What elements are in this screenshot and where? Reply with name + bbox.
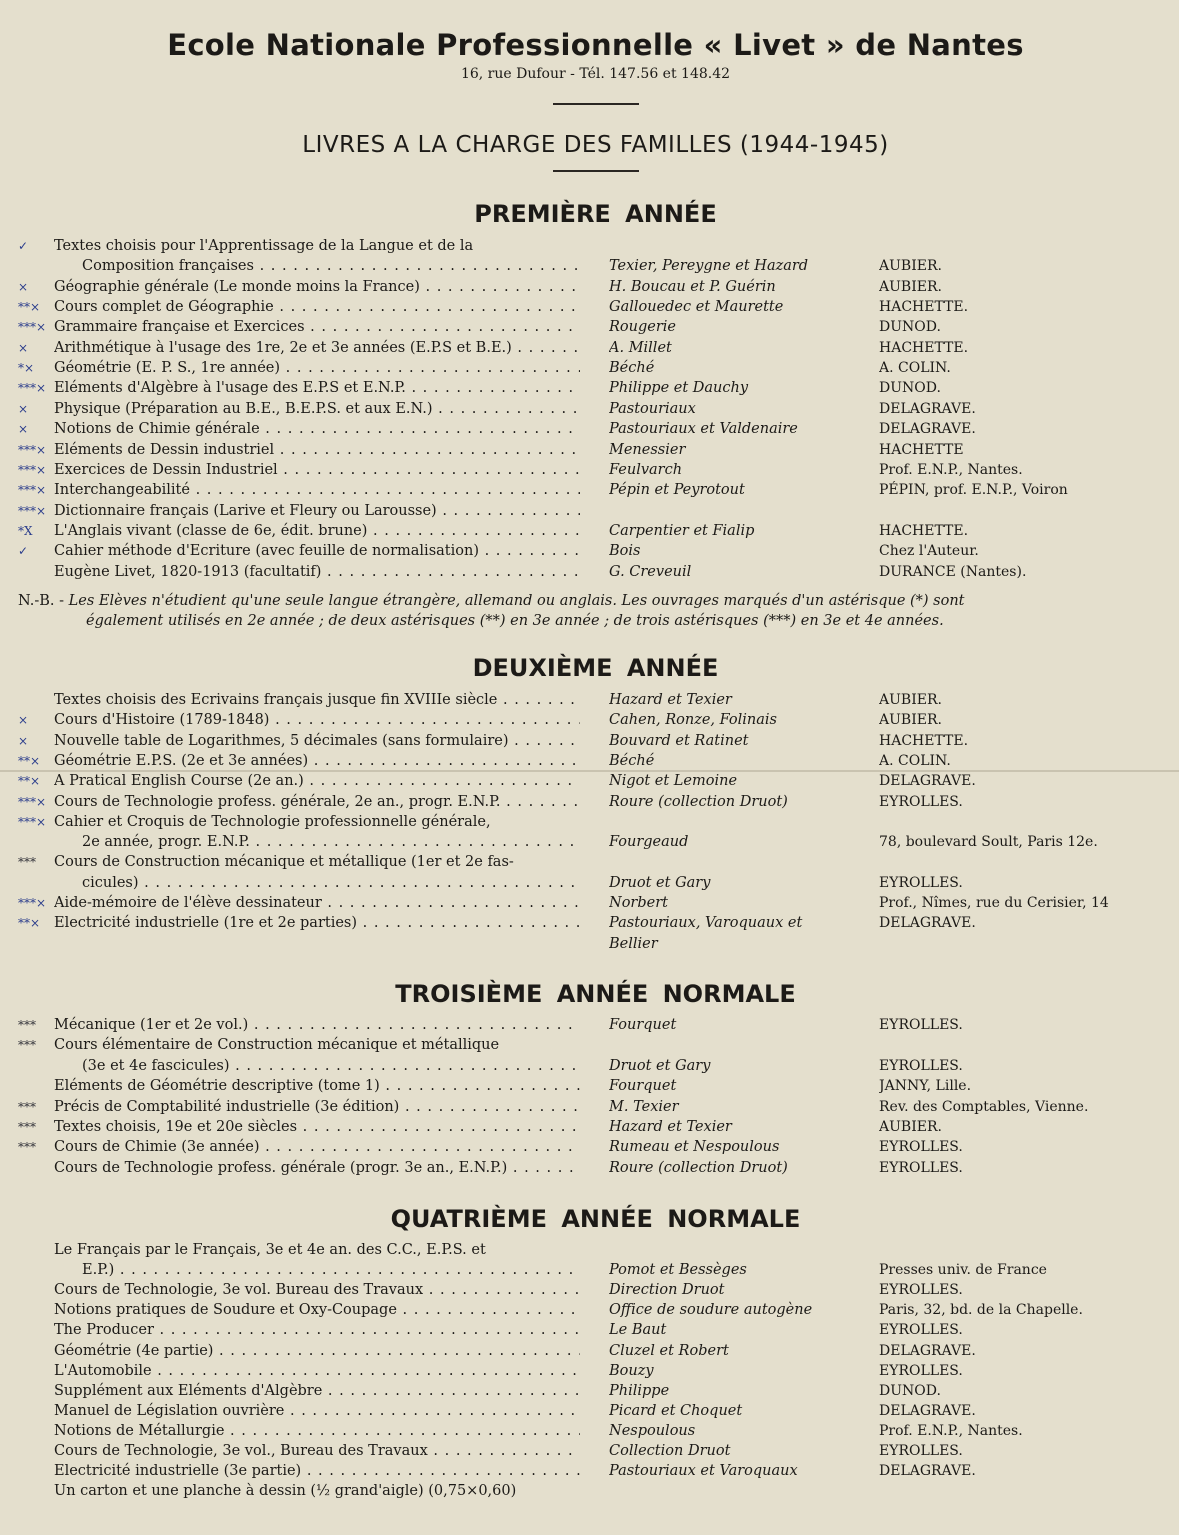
book-author: Carpentier et Fialip (609, 522, 755, 539)
annotation-mark: ***× (18, 503, 47, 518)
book-publisher: A. COLIN. (879, 360, 951, 377)
book-author: Hazard et Texier (609, 1119, 732, 1135)
book-row (0, 893, 1179, 913)
book-publisher: EYROLLES. (879, 1159, 963, 1176)
book-publisher: Presses univ. de France (879, 1262, 1047, 1279)
book-author: Pastouriaux et Valdenaire (609, 421, 798, 438)
heading-quatrieme: QUATRIÈME ANNÉE NORMALE (390, 1205, 801, 1233)
book-publisher: DUNOD. (879, 319, 941, 336)
book-publisher: AUBIER. (879, 692, 942, 708)
book-row (0, 1280, 1179, 1300)
annotation-mark: *X (18, 523, 33, 538)
book-publisher: EYROLLES. (879, 793, 963, 810)
book-publisher: HACHETTE. (879, 339, 969, 356)
annotation-mark: × (18, 422, 29, 437)
book-title: E.P.) . . . (82, 1260, 580, 1280)
book-publisher: DELAGRAVE. (879, 915, 976, 932)
book-title: Géométrie E.P.S. (2e et 3e années) . . . (54, 751, 580, 771)
book-row (0, 1076, 1179, 1096)
book-publisher: AUBIER. (879, 278, 942, 295)
book-title: Cours de Technologie, 3e vol. Bureau des Travaux . . . (54, 1280, 580, 1300)
book-title: Nouvelle table de Logarithmes, 5 décimales (sans formulaire) . . . (54, 731, 580, 751)
book-row (0, 1320, 1179, 1340)
book-title: Cours élémentaire de Construction mécanique et métallique (54, 1037, 500, 1054)
book-author: Pastouriaux et Varoquaux (609, 1463, 798, 1480)
book-author: M. Texier (609, 1098, 679, 1115)
book-title: Précis de Comptabilité industrielle (3e édition) . . . (54, 1097, 580, 1117)
book-row (0, 236, 1179, 256)
annotation-mark: ***× (18, 442, 47, 457)
heading-premiere: PREMIÈRE ANNÉE (474, 200, 717, 228)
book-author: Druot et Gary (609, 874, 711, 891)
book-author: Bellier (609, 935, 658, 952)
book-row (0, 297, 1179, 317)
book-author: Roure (collection Druot) (609, 1159, 788, 1176)
book-author: Béché (609, 360, 655, 377)
book-publisher: DELAGRAVE. (879, 421, 976, 438)
book-row (0, 378, 1179, 398)
book-publisher: AUBIER. (879, 712, 942, 729)
book-publisher: EYROLLES. (879, 1017, 963, 1033)
annotation-mark: × (18, 279, 29, 294)
book-row (0, 852, 1179, 872)
book-row (0, 1341, 1179, 1361)
book-publisher: EYROLLES. (879, 1282, 963, 1299)
nota-bene-lead: N.-B. - (18, 593, 65, 609)
book-author: Direction Druot (609, 1282, 725, 1299)
book-publisher: 78, boulevard Soult, Paris 12e. (879, 834, 1098, 851)
book-author: Collection Druot (609, 1443, 731, 1459)
book-title: Eléments de Dessin industriel . . . (54, 440, 580, 460)
book-author: Bouzy (609, 1362, 654, 1379)
heading-troisieme: TROISIÈME ANNÉE NORMALE (395, 980, 796, 1008)
school-name: Ecole Nationale Professionnelle « Livet » de Nantes (167, 28, 1024, 62)
divider (553, 170, 639, 172)
book-title: Cours de Technologie profess. générale, 2e an., progr. E.N.P. . . . (54, 792, 580, 812)
book-row (0, 710, 1179, 730)
book-publisher: HACHETTE. (879, 732, 969, 749)
book-author: Nespoulous (609, 1422, 696, 1439)
book-author: A. Millet (609, 339, 672, 356)
book-title: Textes choisis des Ecrivains français jusque fin XVIIIe siècle . . . (54, 690, 580, 710)
divider (553, 103, 639, 105)
book-row (0, 419, 1179, 439)
book-row (0, 399, 1179, 419)
book-publisher: DELAGRAVE. (879, 1463, 976, 1480)
book-row (0, 1461, 1179, 1481)
book-publisher: Prof. E.N.P., Nantes. (879, 1422, 1023, 1439)
annotation-mark: **× (18, 916, 41, 931)
book-title: cicules) . . . (82, 873, 580, 893)
book-row (0, 501, 1179, 521)
book-title: A Pratical English Course (2e an.) . . . (54, 771, 580, 791)
book-title: Mécanique (1er et 2e vol.) . . . (54, 1015, 580, 1035)
book-publisher: EYROLLES. (879, 1139, 963, 1156)
book-author: Bois (609, 543, 641, 560)
book-title: Cours de Construction mécanique et métallique (1er et 2e fas- (54, 854, 514, 871)
annotation-mark: ✓ (18, 239, 29, 253)
book-author: Le Baut (609, 1322, 667, 1339)
book-publisher: Prof. E.N.P., Nantes. (879, 461, 1023, 478)
book-row (0, 1240, 1179, 1260)
book-title: 2e année, progr. E.N.P. . . . (82, 832, 580, 852)
book-title: Géométrie (E. P. S., 1re année) . . . (54, 358, 580, 378)
book-author: Fourquet (609, 1017, 677, 1033)
book-author: Roure (collection Druot) (609, 793, 788, 810)
book-publisher: Paris, 32, bd. de la Chapelle. (879, 1302, 1083, 1319)
book-title: Eugène Livet, 1820-1913 (facultatif) . . . (54, 562, 580, 582)
book-row (0, 317, 1179, 337)
book-title: Supplément aux Eléments d'Algèbre . . . (54, 1381, 580, 1401)
book-title: Grammaire française et Exercices . . . (54, 317, 580, 337)
book-row (0, 771, 1179, 791)
book-title: Dictionnaire français (Larive et Fleury ou Larousse) . . . (54, 501, 580, 521)
book-author: Cluzel et Robert (609, 1342, 729, 1359)
book-row (0, 1300, 1179, 1320)
book-row (0, 562, 1179, 582)
book-row (0, 480, 1179, 500)
annotation-mark: ✓ (18, 544, 29, 559)
school-address: 16, rue Dufour - Tél. 147.56 et 148.42 (460, 66, 731, 82)
book-publisher: EYROLLES. (879, 1057, 963, 1074)
book-title: Textes choisis pour l'Apprentissage de la Langue et de la (54, 238, 474, 254)
book-row (0, 1481, 1179, 1501)
annotation-mark: *** (18, 1018, 36, 1032)
book-row (0, 1381, 1179, 1401)
book-row (0, 1361, 1179, 1381)
book-row (0, 256, 1179, 276)
book-author: Rumeau et Nespoulous (609, 1139, 780, 1156)
annotation-mark: **× (18, 753, 41, 768)
book-author: Pomot et Bessèges (609, 1262, 747, 1279)
book-publisher: DELAGRAVE. (879, 773, 976, 790)
book-author: Menessier (609, 441, 686, 458)
book-author: Fourgeaud (609, 834, 689, 851)
book-title: Interchangeabilité . . . (54, 480, 580, 500)
annotation-mark: **× (18, 300, 41, 315)
book-row (0, 934, 1179, 954)
book-author: Picard et Choquet (609, 1402, 743, 1419)
book-author: Pastouriaux, Varoquaux et (609, 915, 803, 932)
book-publisher: Rev. des Comptables, Vienne. (879, 1098, 1089, 1115)
book-title: Textes choisis, 19e et 20e siècles . . . (54, 1117, 580, 1137)
book-row (0, 1117, 1179, 1137)
book-row (0, 277, 1179, 297)
nota-bene (18, 591, 1158, 611)
book-title: Géométrie (4e partie) . . . (54, 1341, 580, 1361)
book-row (0, 1137, 1179, 1157)
book-publisher: DELAGRAVE. (879, 1402, 976, 1419)
book-row (0, 812, 1179, 832)
annotation-mark: ***× (18, 381, 47, 396)
book-publisher: HACHETTE (879, 441, 964, 458)
book-row (0, 1260, 1179, 1280)
annotation-mark: × (18, 713, 29, 728)
book-row (0, 751, 1179, 771)
annotation-mark: *** (18, 1140, 36, 1155)
book-publisher: Prof., Nîmes, rue du Cerisier, 14 (879, 895, 1109, 911)
book-row (0, 873, 1179, 893)
book-publisher: EYROLLES. (879, 874, 963, 891)
book-author: Druot et Gary (609, 1057, 711, 1074)
book-title: Eléments de Géométrie descriptive (tome 1) . . . (54, 1076, 580, 1096)
book-author: Fourquet (609, 1078, 677, 1095)
book-title: Physique (Préparation au B.E., B.E.P.S. et aux E.N.) . . . (54, 399, 580, 419)
book-row (0, 1097, 1179, 1117)
book-publisher: HACHETTE. (879, 299, 969, 316)
book-title: Cours de Technologie profess. générale (progr. 3e an., E.N.P.) . . . (54, 1158, 580, 1178)
book-title: Notions de Métallurgie . . . (54, 1421, 580, 1441)
book-row (0, 1015, 1179, 1035)
book-title: Cours de Chimie (3e année) . . . (54, 1137, 580, 1157)
book-publisher: HACHETTE. (879, 522, 969, 539)
document-title: LIVRES A LA CHARGE DES FAMILLES (1944-1945) (302, 132, 889, 158)
book-title: Notions pratiques de Soudure et Oxy-Coupage . . . (54, 1300, 580, 1320)
book-title: Cours d'Histoire (1789-1848) . . . (54, 710, 580, 730)
book-row (0, 440, 1179, 460)
book-title: (3e et 4e fascicules) . . . (82, 1056, 580, 1076)
book-row (0, 1035, 1179, 1055)
book-row (0, 731, 1179, 751)
book-publisher: DELAGRAVE. (879, 400, 976, 417)
book-row (0, 521, 1179, 541)
book-title: Manuel de Législation ouvrière . . . (54, 1401, 580, 1421)
book-row (0, 913, 1179, 933)
book-author: H. Boucau et P. Guérin (609, 278, 776, 295)
book-publisher: EYROLLES. (879, 1362, 963, 1379)
book-row (0, 1401, 1179, 1421)
book-title: Cahier méthode d'Ecriture (avec feuille de normalisation) . . . (54, 541, 580, 561)
book-row (0, 1056, 1179, 1076)
annotation-mark: *× (18, 361, 35, 376)
book-publisher: PÉPIN, prof. E.N.P., Voiron (879, 482, 1068, 499)
book-author: Béché (609, 752, 655, 769)
book-title: Notions de Chimie générale . . . (54, 419, 580, 439)
book-title: Cours complet de Géographie . . . (54, 297, 580, 317)
annotation-mark: ***× (18, 483, 47, 498)
book-author: Pépin et Peyrotout (609, 482, 745, 499)
annotation-mark: ***× (18, 814, 47, 829)
book-row (0, 792, 1179, 812)
book-title: Composition françaises . . . (82, 256, 580, 276)
book-title: Géographie générale (Le monde moins la France) . . . (54, 277, 580, 297)
book-author: Hazard et Texier (609, 692, 732, 708)
book-row (0, 1158, 1179, 1178)
nota-bene-line2: également utilisés en 2e année ; de deux astérisques (**) en 3e année ; de trois astérisques (***) en 3e et 4e années. (86, 613, 944, 629)
annotation-mark: *** (18, 1120, 36, 1134)
book-row (0, 832, 1179, 852)
annotation-mark: × (18, 401, 29, 416)
book-title: Cahier et Croquis de Technologie professionnelle générale, (54, 813, 491, 830)
book-publisher: A. COLIN. (879, 752, 951, 769)
book-row (0, 460, 1179, 480)
book-row (0, 1441, 1179, 1461)
book-title: L'Automobile . . . (54, 1361, 580, 1381)
book-title: Exercices de Dessin Industriel . . . (54, 460, 580, 480)
annotation-mark: ***× (18, 462, 47, 477)
annotation-mark: ***× (18, 320, 47, 335)
book-publisher: DUNOD. (879, 380, 941, 397)
book-title: Cours de Technologie, 3e vol., Bureau des Travaux . . . (54, 1441, 580, 1461)
annotation-mark: *** (18, 1038, 36, 1053)
nota-bene-line1: Les Elèves n'étudient qu'une seule langue étrangère, allemand ou anglais. Les ouvrages marqués d'un astérisque (*) sont (68, 593, 965, 609)
book-author: Nigot et Lemoine (609, 773, 738, 790)
book-title: Un carton et une planche à dessin (½ grand'aigle) (0,75×0,60) (54, 1483, 517, 1500)
annotation-mark: ***× (18, 896, 47, 910)
book-publisher: JANNY, Lille. (879, 1078, 972, 1095)
book-publisher: EYROLLES. (879, 1322, 963, 1339)
book-title: Le Français par le Français, 3e et 4e an. des C.C., E.P.S. et (54, 1242, 486, 1258)
book-publisher: DELAGRAVE. (879, 1342, 976, 1359)
book-author: Cahen, Ronze, Folinais (609, 712, 777, 729)
book-publisher: AUBIER. (879, 1119, 942, 1135)
book-author: Norbert (609, 895, 668, 911)
book-publisher: EYROLLES. (879, 1443, 963, 1459)
book-row (0, 541, 1179, 561)
book-title: Aide-mémoire de l'élève dessinateur . . . (54, 893, 580, 913)
book-author: G. Creveuil (609, 563, 692, 580)
book-author: Feulvarch (609, 461, 683, 478)
book-title: Eléments d'Algèbre à l'usage des E.P.S et E.N.P. . . . (54, 378, 580, 398)
book-author: Pastouriaux (609, 400, 696, 417)
book-author: Rougerie (609, 319, 676, 336)
book-author: Philippe et Dauchy (609, 380, 749, 397)
annotation-mark: *** (18, 855, 36, 870)
annotation-mark: **× (18, 774, 41, 789)
book-title: Electricité industrielle (3e partie) . . . (54, 1461, 580, 1481)
book-author: Bouvard et Ratinet (609, 732, 749, 749)
book-author: Office de soudure autogène (609, 1302, 813, 1319)
book-row (0, 338, 1179, 358)
book-row (0, 690, 1179, 710)
annotation-mark: × (18, 340, 29, 355)
annotation-mark: *** (18, 1099, 36, 1114)
book-author: Texier, Pereygne et Hazard (609, 258, 809, 275)
book-author: Philippe (609, 1382, 670, 1399)
book-publisher: AUBIER. (879, 258, 942, 275)
book-publisher: Chez l'Auteur. (879, 543, 979, 560)
book-title: L'Anglais vivant (classe de 6e, édit. brune) . . . (54, 521, 580, 541)
book-row (0, 1421, 1179, 1441)
book-title: Electricité industrielle (1re et 2e parties) . . . (54, 913, 580, 933)
book-publisher: DUNOD. (879, 1382, 941, 1399)
book-row (0, 358, 1179, 378)
heading-deuxieme: DEUXIÈME ANNÉE (472, 654, 719, 682)
book-title: Arithmétique à l'usage des 1re, 2e et 3e années (E.P.S et B.E.) . . . (54, 338, 580, 358)
book-author: Gallouedec et Maurette (609, 299, 784, 316)
annotation-mark: × (18, 733, 29, 748)
book-publisher: DURANCE (Nantes). (879, 563, 1027, 580)
annotation-mark: ***× (18, 794, 47, 809)
book-title: The Producer . . . (54, 1320, 580, 1340)
